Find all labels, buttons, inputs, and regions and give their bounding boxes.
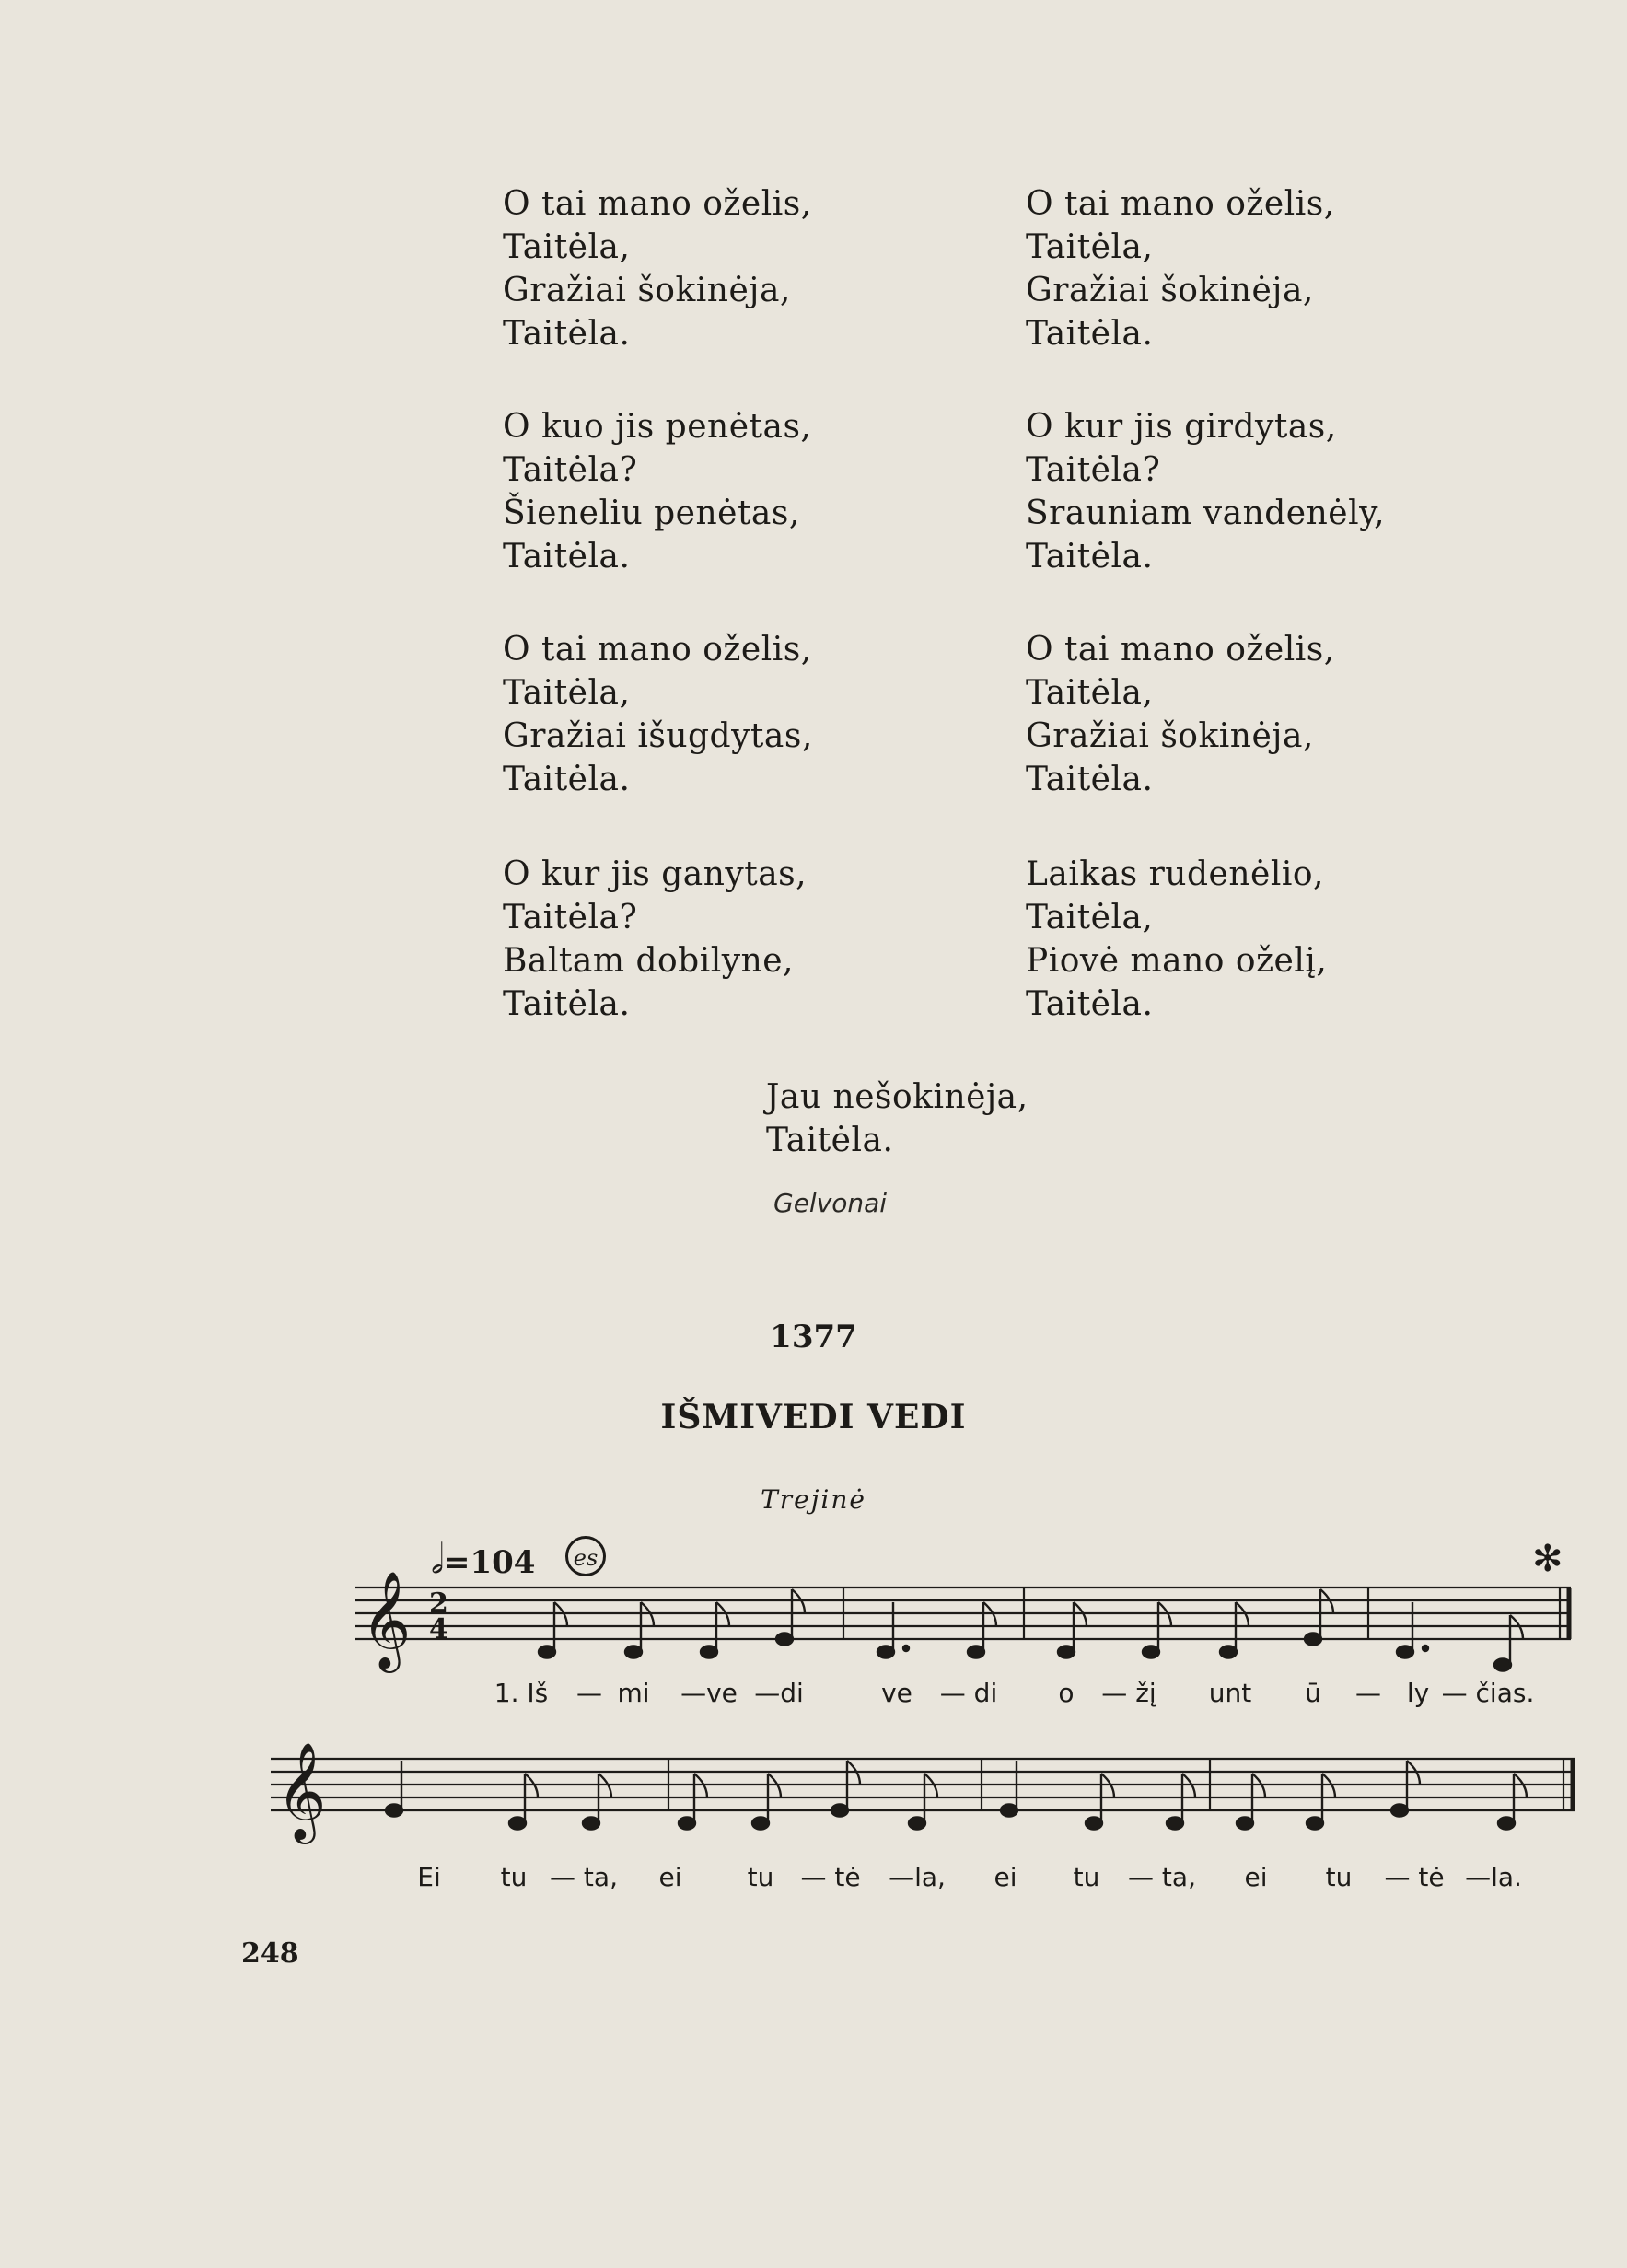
lyric-syllable: — tė [1384,1862,1445,1892]
lyric-syllable: ei [994,1862,1017,1892]
verse-line: O kuo jis penėtas, [503,408,812,446]
lyric-syllable: — čias. [1441,1678,1535,1708]
lyric-syllable: ū [1305,1678,1321,1708]
lyric-syllable: Ei [417,1862,441,1892]
page-number: 248 [241,1937,299,1970]
verse-line: Gražiai šokinėja, [1026,717,1314,755]
verse-line: Gražiai šokinėja, [1026,272,1314,309]
lyric-syllable: — ta, [550,1862,618,1892]
song-number: 1377 [770,1319,857,1355]
lyric-syllable: mi [617,1678,650,1708]
lyric-syllable: — [576,1678,602,1708]
asterisk-icon: ✻ [1532,1538,1563,1580]
lyric-syllable: — ta, [1128,1862,1196,1892]
verse-line: O kur jis ganytas, [503,855,808,893]
verse-line: Taitėla. [1026,538,1154,576]
lyric-syllable: tu [500,1862,528,1892]
half-note-icon: 𝅗𝅥 [431,1536,444,1583]
verse-line: Taitėla, [503,674,631,712]
song-origin: Gelvonai [773,1188,888,1218]
verse-line: Taitėla. [766,1122,894,1159]
lyric-syllable: tu [747,1862,774,1892]
verse-line: Taitėla? [503,899,638,936]
tempo-value: =104 [444,1544,536,1581]
lyric-syllable: ei [658,1862,682,1892]
lyric-syllable: unt [1208,1678,1252,1708]
verse-line: O tai mano oželis, [1026,185,1335,223]
verse-line: Piovė mano oželį, [1026,942,1328,980]
time-signature-top: 2 [429,1588,448,1620]
verse-line: O tai mano oželis, [503,631,812,669]
lyric-syllable: ve [881,1678,912,1708]
time-signature [429,1588,448,1646]
verse-line: Taitėla. [503,761,631,798]
lyric-syllable: 1. Iš [494,1678,549,1708]
verse-line: Šieneliu penėtas, [503,494,800,532]
treble-clef-icon [276,1741,326,1844]
verse-line: Gražiai šokinėja, [503,272,791,309]
lyric-syllable: —la. [1465,1862,1522,1892]
verse-line: Taitėla. [503,538,631,576]
lyric-syllable: —ve [680,1678,738,1708]
verse-line: Srauniam vandenėly, [1026,494,1386,532]
verse-line: Baltam dobilyne, [503,942,795,980]
lyric-syllable: — tė [800,1862,861,1892]
lyric-syllable: —la, [889,1862,946,1892]
verse-line: O tai mano oželis, [1026,631,1335,669]
verse-line: Taitėla. [503,985,631,1023]
verse-line: O kur jis girdytas, [1026,408,1337,446]
verse-line: Taitėla. [1026,985,1154,1023]
lyric-syllable: — [1355,1678,1381,1708]
verse-line: Taitėla, [1026,228,1154,266]
verse-line: Taitėla. [503,315,631,353]
verse-line: Laikas rudenėlio, [1026,855,1324,893]
svg-text:𝄞: 𝄞 [361,1570,412,1669]
staff-2 [271,1759,1575,1810]
verse-line: Taitėla. [1026,761,1154,798]
song-title: IŠMIVEDI VEDI [660,1398,967,1436]
lyric-syllable: ly [1406,1678,1430,1708]
lyric-syllable: o [1058,1678,1075,1708]
lyric-syllable: tu [1073,1862,1100,1892]
svg-text:𝄞: 𝄞 [276,1741,327,1840]
lyric-syllable: —di [754,1678,804,1708]
staff-1 [355,1588,1571,1639]
lyric-syllable: — di [939,1678,998,1708]
mode-badge: es [565,1536,606,1576]
time-signature-bottom: 4 [429,1613,448,1646]
verse-line: Taitėla? [1026,451,1161,489]
verse-line: O tai mano oželis, [503,185,812,223]
verse-line: Taitėla, [1026,674,1154,712]
verse-line: Taitėla, [503,228,631,266]
verse-line: Gražiai išugdytas, [503,717,813,755]
treble-clef-icon [361,1570,411,1673]
verse-line: Taitėla, [1026,899,1154,936]
notes-line-1 [539,1589,1523,1671]
verse-line: Taitėla? [503,451,638,489]
verse-line: Taitėla. [1026,315,1154,353]
lyric-syllable: tu [1325,1862,1353,1892]
lyric-syllable: — žį [1101,1678,1156,1708]
tempo-marking: Trejinė [761,1484,866,1515]
lyric-syllable: ei [1244,1862,1268,1892]
verse-line: Jau nešokinėja, [766,1078,1028,1116]
